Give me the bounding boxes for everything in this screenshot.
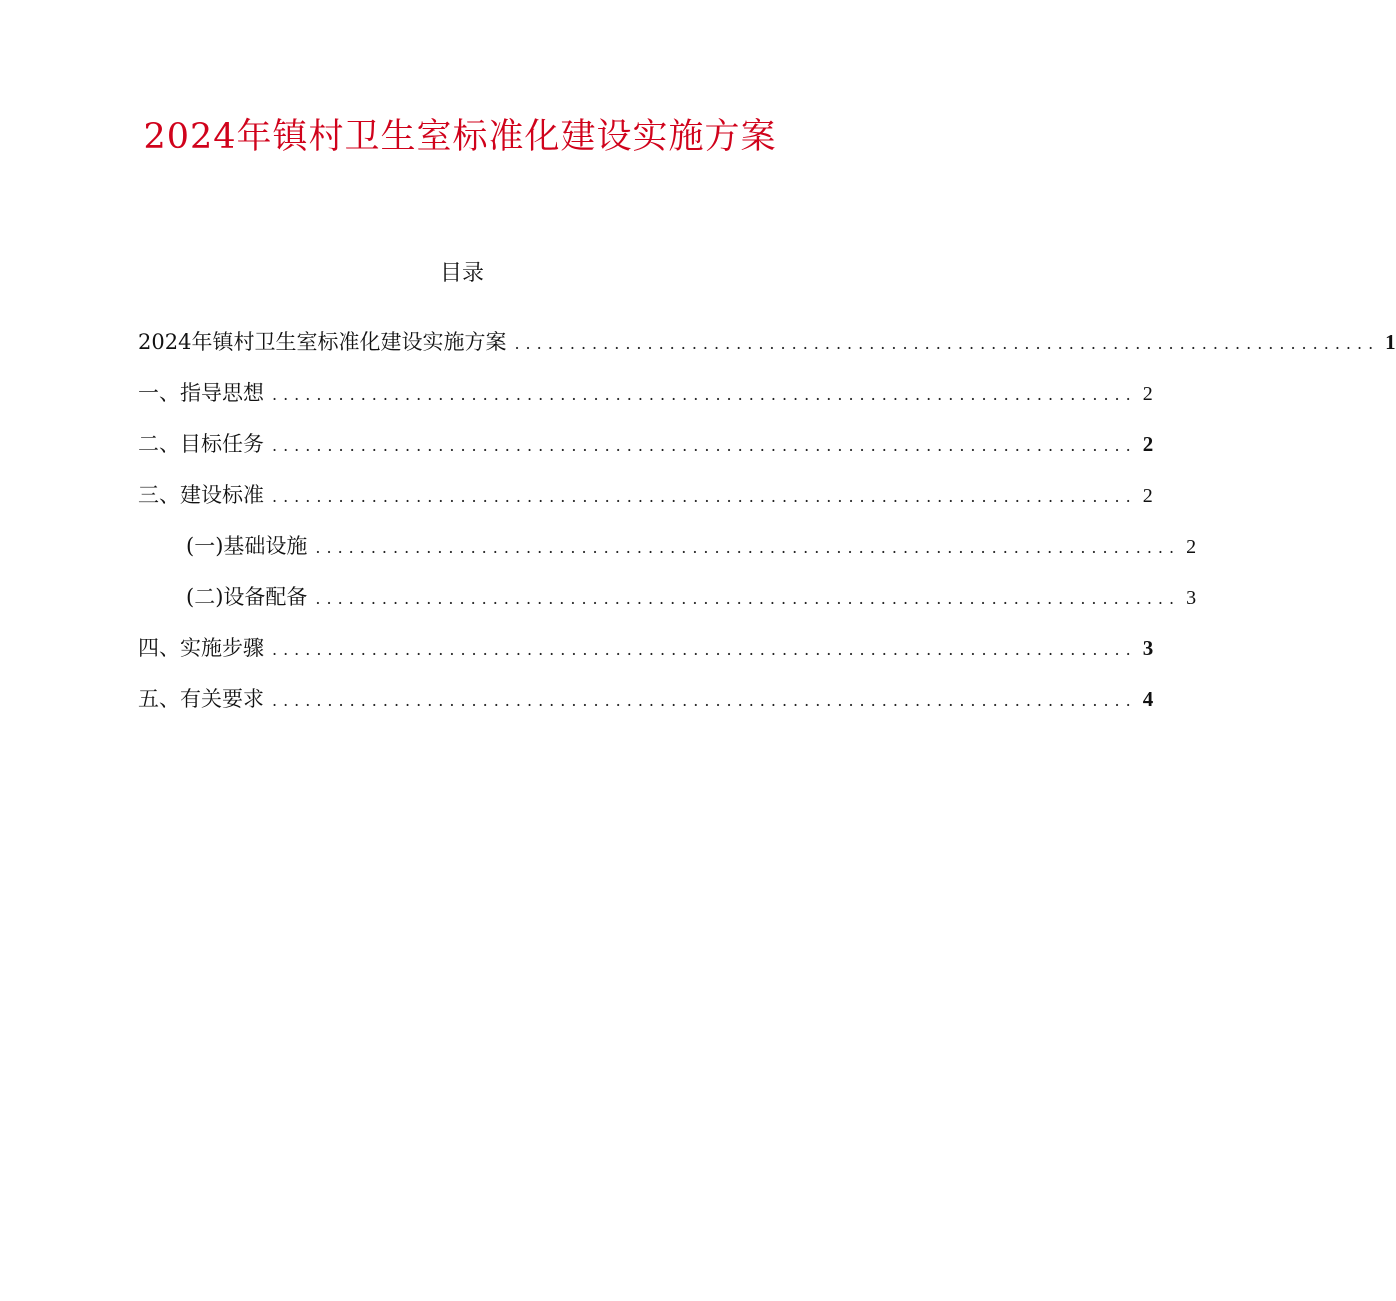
toc-entry-label: 三、建设标准 bbox=[138, 483, 264, 507]
toc-entry-title[interactable] bbox=[138, 322, 1396, 362]
toc-entry-guiding-ideology[interactable] bbox=[138, 373, 1153, 413]
toc-entry-equipment[interactable] bbox=[186, 577, 1197, 617]
toc-entry-label: 五、有关要求 bbox=[138, 687, 264, 711]
toc-leader-dots: .............................................................................. bbox=[272, 385, 1137, 404]
toc-leader-dots: .............................................................................. bbox=[272, 436, 1137, 455]
toc-entry-infrastructure[interactable] bbox=[186, 526, 1197, 566]
toc-entry-construction-standards[interactable] bbox=[138, 475, 1153, 515]
toc-entry-implementation-steps[interactable] bbox=[138, 628, 1154, 668]
toc-page-number: 2 bbox=[1142, 432, 1154, 456]
toc-entry-label: (二)设备配备 bbox=[186, 585, 308, 609]
toc-entry-label: 一、指导思想 bbox=[138, 381, 264, 405]
toc-entry-requirements[interactable] bbox=[138, 679, 1154, 719]
toc-page-number: 2 bbox=[1142, 485, 1153, 507]
toc-page-number: 2 bbox=[1142, 383, 1153, 405]
toc-leader-dots: .............................................................................. bbox=[315, 589, 1181, 608]
toc-leader-dots: .............................................................................. bbox=[272, 487, 1137, 506]
toc-leader-dots: .............................................................................. bbox=[514, 334, 1380, 353]
toc-entry-label: 四、实施步骤 bbox=[138, 636, 264, 660]
toc-leader-dots: .............................................................................. bbox=[272, 691, 1137, 710]
toc-heading: 目录 bbox=[439, 261, 484, 286]
document-title: 2024年镇村卫生室标准化建设实施方案 bbox=[143, 117, 777, 157]
toc-page-number: 4 bbox=[1142, 687, 1154, 711]
toc-page-number: 3 bbox=[1142, 636, 1154, 660]
toc-entry-label: (一)基础设施 bbox=[186, 534, 308, 558]
toc-page-number: 2 bbox=[1186, 536, 1197, 558]
toc-entry-label: 2024年镇村卫生室标准化建设实施方案 bbox=[138, 330, 507, 354]
toc-page-number: 1 bbox=[1385, 330, 1396, 354]
toc-entry-goals-tasks[interactable] bbox=[138, 424, 1154, 464]
toc-page-number: 3 bbox=[1186, 587, 1197, 609]
toc-leader-dots: .............................................................................. bbox=[315, 538, 1181, 557]
toc-leader-dots: .............................................................................. bbox=[272, 640, 1137, 659]
toc-entry-label: 二、目标任务 bbox=[138, 432, 264, 456]
